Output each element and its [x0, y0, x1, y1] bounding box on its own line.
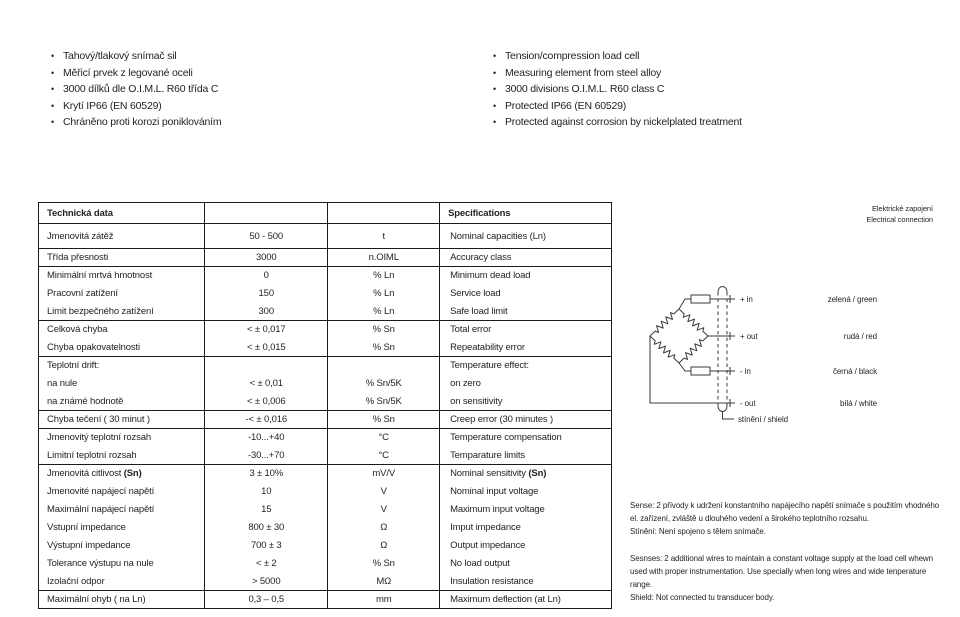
cell-czech: Vstupní impedance — [47, 522, 126, 533]
cell-czech: Chyba opakovatelnosti — [47, 341, 140, 353]
bullet-item: • Krytí IP66 (EN 60529) — [50, 98, 221, 115]
cell-unit: % Sn — [328, 321, 440, 339]
cell-unit: Ω — [328, 537, 440, 555]
cell-unit: t — [328, 224, 440, 249]
table-row — [39, 483, 612, 501]
table-row — [39, 537, 612, 555]
cell-value: 0,3 – 0,5 — [205, 591, 328, 609]
cell-english: Output impedance — [440, 537, 612, 555]
notes-block — [630, 499, 942, 604]
cell-unit: % Sn — [328, 555, 440, 573]
wheatstone-bridge-icon — [650, 309, 708, 363]
cell-value: 3 ± 10% — [205, 465, 328, 483]
cell-english: Nominal capacities (Ln) — [440, 224, 612, 249]
cell-value: < ± 2 — [205, 555, 328, 573]
cell-english: Temperature compensation — [440, 429, 612, 447]
cell-value: 15 — [205, 501, 328, 519]
bridge-resistor-icon — [650, 309, 679, 336]
connection-title — [866, 203, 933, 225]
cell-english: Repeatability error — [440, 339, 612, 357]
bullet-item: • Tahový/tlakový snímač sil — [50, 48, 221, 65]
wiring-diagram — [630, 266, 950, 441]
table-row — [39, 285, 612, 303]
cell-unit: V — [328, 501, 440, 519]
cell-english: Nominal input voltage — [440, 483, 612, 501]
table-header-unit — [328, 203, 440, 224]
table-row — [39, 519, 612, 537]
cell-unit: % Sn/5K — [328, 375, 440, 393]
cell-english: on zero — [440, 375, 612, 393]
wire-color-label: zelená / green — [827, 295, 877, 304]
diagram-labels — [738, 295, 878, 424]
cell-unit: % Sn — [328, 339, 440, 357]
cell-unit: % Ln — [328, 303, 440, 321]
cell-value: -< ± 0,016 — [205, 411, 328, 429]
wire-minus-in — [679, 363, 691, 371]
cell-english: Creep error (30 minutes ) — [440, 411, 612, 429]
cell-value: 800 ± 30 — [205, 519, 328, 537]
cell-unit: °C — [328, 447, 440, 465]
bullet-item: • Protected against corrosion by nickelplated treatment — [492, 114, 742, 131]
wire-plus-in — [679, 299, 691, 309]
cell-value: 0 — [205, 267, 328, 285]
note-shield-english: Shield: Not connected tu transducer body. — [630, 593, 775, 603]
cell-value: 3000 — [205, 249, 328, 267]
cell-unit: °C — [328, 429, 440, 447]
table-row — [39, 555, 612, 573]
terminal-label: + in — [740, 295, 753, 304]
compensation-resistor-icon — [691, 295, 710, 303]
bullet-item: • 3000 divisions O.I.M.L. R60 class C — [492, 81, 742, 98]
spec-table — [38, 202, 612, 609]
table-row — [39, 224, 612, 249]
table-row — [39, 393, 612, 411]
table-header-czech: Technická data — [47, 207, 113, 219]
connection-title-czech: Elektrické zapojení — [871, 204, 933, 213]
cell-value: -30...+70 — [205, 447, 328, 465]
cell-czech: Teplotní drift: — [39, 357, 205, 375]
bullet-item: • 3000 dílků dle O.I.M.L. R60 třída C — [50, 81, 221, 98]
cell-czech: Minimální mrtvá hmotnost — [39, 267, 205, 285]
table-row — [39, 303, 612, 321]
cell-value: 10 — [205, 483, 328, 501]
table-row — [39, 429, 612, 447]
cell-value: 150 — [205, 285, 328, 303]
table-row — [39, 447, 612, 465]
cell-czech: Výstupní impedance — [47, 540, 131, 551]
cell-english: Insulation resistance — [440, 573, 612, 591]
spec-table-body — [39, 224, 612, 609]
cell-unit: % Sn — [328, 411, 440, 429]
cell-english: Imput impedance — [440, 519, 612, 537]
cell-czech: Jmenovitá citlivost (Sn) — [39, 465, 205, 483]
bullet-item: • Measuring element from steel alloy — [492, 65, 742, 82]
cell-english: Accuracy class — [440, 249, 612, 267]
bullet-item: • Protected IP66 (EN 60529) — [492, 98, 742, 115]
shield-label: stínění / shield — [738, 415, 788, 424]
cell-czech: Izolační odpor — [47, 575, 105, 587]
cell-value — [205, 357, 328, 375]
cell-czech: Pracovní zatížení — [47, 288, 118, 299]
cell-unit: Ω — [328, 519, 440, 537]
terminal-label: - in — [740, 367, 751, 376]
cell-unit: n.OIML — [328, 249, 440, 267]
cell-unit: % Ln — [328, 285, 440, 303]
cell-czech: Jmenovitá zátěž — [47, 230, 114, 242]
cell-english: Safe load limit — [440, 303, 612, 321]
table-row — [39, 339, 612, 357]
cell-value: < ± 0,015 — [205, 339, 328, 357]
wire-color-label: rudá / red — [843, 332, 877, 341]
table-row — [39, 411, 612, 429]
bridge-resistor-icon — [679, 336, 708, 363]
table-row — [39, 465, 612, 483]
cell-unit — [328, 357, 440, 375]
cell-unit: MΩ — [328, 573, 440, 591]
cell-english: Nominal sensitivity (Sn) — [440, 465, 612, 483]
note-sense-czech: Sense: 2 přívody k udržení konstantního napájecího napětí snímače s použitím vhodného el. zařízení, zvláště u dlouhého vedení a širokého teplotního rozsahu. — [630, 501, 940, 524]
table-header-value — [205, 203, 328, 224]
wire-color-label: bílá / white — [839, 399, 877, 408]
bullet-list-english — [492, 48, 742, 131]
cell-unit: V — [328, 483, 440, 501]
cell-value: < ± 0,01 — [205, 375, 328, 393]
cell-czech: Limit bezpečného zatížení — [47, 305, 154, 317]
bullet-item: • Tension/compression load cell — [492, 48, 742, 65]
note-shield-czech: Stínění: Není spojeno s tělem snímače. — [630, 527, 766, 537]
bridge-resistor-icon — [679, 309, 708, 336]
cell-unit: % Sn/5K — [328, 393, 440, 411]
cell-unit: mm — [328, 591, 440, 609]
cell-czech: Maximální napájecí napětí — [47, 504, 155, 515]
cell-value: 300 — [205, 303, 328, 321]
cell-english: No load output — [440, 555, 612, 573]
table-row — [39, 321, 612, 339]
bullet-item: • Chráněno proti korozi poniklováním — [50, 114, 221, 131]
terminal-label: - out — [740, 399, 756, 408]
table-row — [39, 573, 612, 591]
cell-value: > 5000 — [205, 573, 328, 591]
cell-english: Temperature effect: — [440, 357, 612, 375]
wire-color-label: černá / black — [832, 367, 877, 376]
cell-unit: mV/V — [328, 465, 440, 483]
bridge-resistor-icon — [650, 336, 679, 363]
cell-english: Minimum dead load — [440, 267, 612, 285]
table-row — [39, 501, 612, 519]
cell-unit: % Ln — [328, 267, 440, 285]
compensation-resistor-icon — [691, 367, 710, 375]
cell-czech: Limitní teplotní rozsah — [47, 449, 137, 461]
cell-czech: Třída přesnosti — [39, 249, 205, 267]
table-row — [39, 375, 612, 393]
table-header-row — [39, 203, 612, 224]
table-row — [39, 591, 612, 609]
cell-english: Maximum input voltage — [440, 501, 612, 519]
cell-czech: Celková chyba — [39, 321, 205, 339]
table-row — [39, 267, 612, 285]
connection-title-english: Electrical connection — [866, 215, 933, 224]
bridge-wires — [650, 295, 735, 407]
table-row — [39, 249, 612, 267]
cell-value: -10...+40 — [205, 429, 328, 447]
cell-english: Temparature limits — [440, 447, 612, 465]
bullet-list-czech — [50, 48, 221, 131]
cell-czech: Jmenovité napájecí napětí — [47, 486, 155, 497]
cell-czech: Chyba tečení ( 30 minut ) — [39, 411, 205, 429]
cell-value: < ± 0,017 — [205, 321, 328, 339]
table-header-english: Specifications — [440, 203, 612, 224]
cell-czech: Jmenovitý teplotní rozsah — [39, 429, 205, 447]
cell-czech: Tolerance výstupu na nule — [47, 558, 154, 569]
table-row — [39, 357, 612, 375]
cell-value: < ± 0,006 — [205, 393, 328, 411]
cell-value: 700 ± 3 — [205, 537, 328, 555]
bullet-item: • Měřicí prvek z legované oceli — [50, 65, 221, 82]
cell-czech: Maximální ohyb ( na Ln) — [39, 591, 205, 609]
terminal-label: + out — [740, 332, 758, 341]
cell-czech: na nule — [47, 378, 78, 389]
cell-czech: na známé hodnotě — [47, 395, 124, 407]
cell-value: 50 - 500 — [205, 224, 328, 249]
cable-shield-icon — [718, 287, 734, 420]
cell-english: Maximum deflection (at Ln) — [440, 591, 612, 609]
note-sense-english: Sesnses: 2 additional wires to maintain a constant voltage supply at the load cell whewn used with proper instrumentation. Use specially when long wires and wide tenperature range. — [630, 553, 933, 590]
cell-english: on sensitivity — [440, 393, 612, 411]
cell-english: Service load — [440, 285, 612, 303]
cell-english: Total error — [440, 321, 612, 339]
